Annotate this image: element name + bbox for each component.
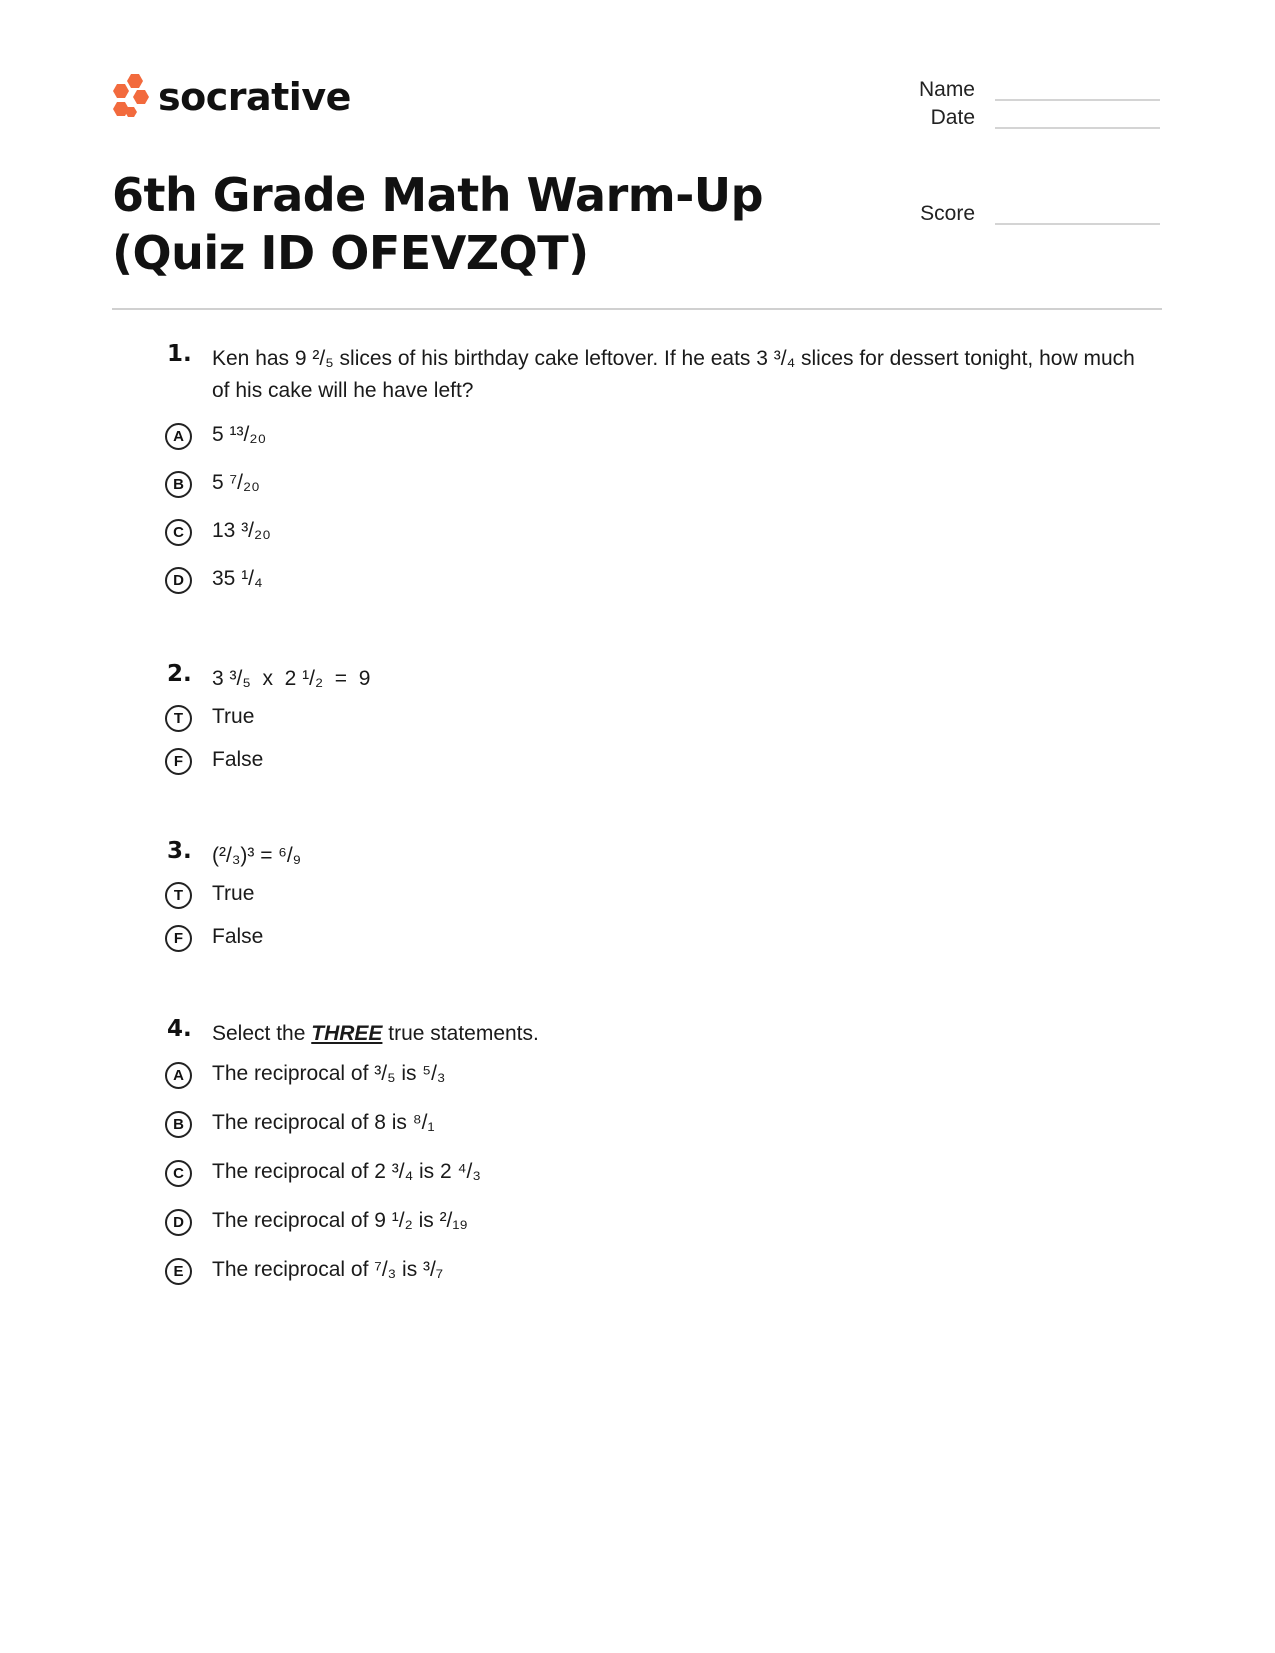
option-text: The reciprocal of 8 is ⁸/₁ (212, 1111, 435, 1134)
option-text: 35 ¹/₄ (212, 567, 263, 590)
option-bubble[interactable]: D (165, 1209, 192, 1236)
option-b[interactable] (165, 469, 1150, 499)
option-b[interactable] (165, 1109, 1150, 1139)
option-text: 13 ³/₂₀ (212, 519, 271, 542)
option-c[interactable] (165, 1158, 1150, 1188)
question-1-header (165, 343, 1150, 407)
question-number: 3. (167, 838, 192, 864)
option-bubble[interactable]: C (165, 1160, 192, 1187)
option-text: True (212, 882, 255, 905)
option-bubble[interactable]: T (165, 705, 192, 732)
option-bubble[interactable]: E (165, 1258, 192, 1285)
option-bubble[interactable]: T (165, 882, 192, 909)
question-3-header (165, 840, 1150, 872)
score-label: Score (920, 202, 975, 225)
question-4 (165, 1018, 1150, 1286)
option-d[interactable] (165, 565, 1150, 595)
question-number: 1. (167, 341, 192, 367)
option-bubble[interactable]: A (165, 1062, 192, 1089)
question-number: 2. (167, 661, 192, 687)
option-text: 5 ¹³/₂₀ (212, 423, 267, 446)
question-2-header (165, 663, 1150, 695)
option-e[interactable] (165, 1256, 1150, 1286)
option-a[interactable] (165, 1060, 1150, 1090)
option-false[interactable] (165, 746, 1150, 776)
question-3 (165, 840, 1150, 953)
option-text: The reciprocal of 9 ¹/₂ is ²/₁₉ (212, 1209, 468, 1232)
question-number: 4. (167, 1016, 192, 1042)
option-bubble[interactable]: B (165, 471, 192, 498)
option-bubble[interactable]: C (165, 519, 192, 546)
name-label: Name (918, 78, 975, 101)
page-title: 6th Grade Math Warm-Up (Quiz ID OFEVZQT) (112, 168, 764, 280)
name-field[interactable] (880, 78, 1160, 108)
option-bubble[interactable]: F (165, 925, 192, 952)
question-emphasis: THREE (311, 1022, 383, 1045)
option-text: The reciprocal of 2 ³/₄ is 2 ⁴/₃ (212, 1160, 481, 1183)
question-1 (165, 343, 1150, 595)
hexagon-cluster-icon (112, 72, 150, 122)
option-bubble[interactable]: F (165, 748, 192, 775)
question-text: 3 ³/₅ x 2 ¹/₂ = 9 (212, 667, 371, 690)
question-text-before: Select the (212, 1022, 306, 1045)
option-text: The reciprocal of ⁷/₃ is ³/₇ (212, 1258, 444, 1281)
score-field[interactable] (880, 202, 1160, 232)
question-4-header (165, 1018, 1150, 1050)
option-bubble[interactable]: D (165, 567, 192, 594)
brand-name: socrative (158, 75, 351, 119)
option-text: False (212, 748, 264, 771)
option-false[interactable] (165, 923, 1150, 953)
date-line[interactable] (995, 127, 1160, 129)
option-c[interactable] (165, 517, 1150, 547)
option-d[interactable] (165, 1207, 1150, 1237)
option-true[interactable] (165, 703, 1150, 733)
option-text: 5 ⁷/₂₀ (212, 471, 260, 494)
question-text: Ken has 9 ²/₅ slices of his birthday cake leftover. If he eats 3 ³/₄ slices for dessert tonight, how much of his cake will he have left? (212, 347, 1135, 402)
option-true[interactable] (165, 880, 1150, 910)
name-line[interactable] (995, 99, 1160, 101)
divider (112, 308, 1162, 310)
question-text-after: true statements. (388, 1022, 539, 1045)
option-bubble[interactable]: A (165, 423, 192, 450)
question-text: (²/₃)³ = ⁶/₉ (212, 844, 302, 867)
date-field[interactable] (880, 106, 1160, 136)
option-text: True (212, 705, 255, 728)
socrative-logo (112, 72, 351, 122)
option-text: False (212, 925, 264, 948)
option-text: The reciprocal of ³/₅ is ⁵/₃ (212, 1062, 446, 1085)
question-2 (165, 663, 1150, 776)
score-line[interactable] (995, 223, 1160, 225)
option-a[interactable] (165, 421, 1150, 451)
date-label: Date (930, 106, 975, 129)
option-bubble[interactable]: B (165, 1111, 192, 1138)
